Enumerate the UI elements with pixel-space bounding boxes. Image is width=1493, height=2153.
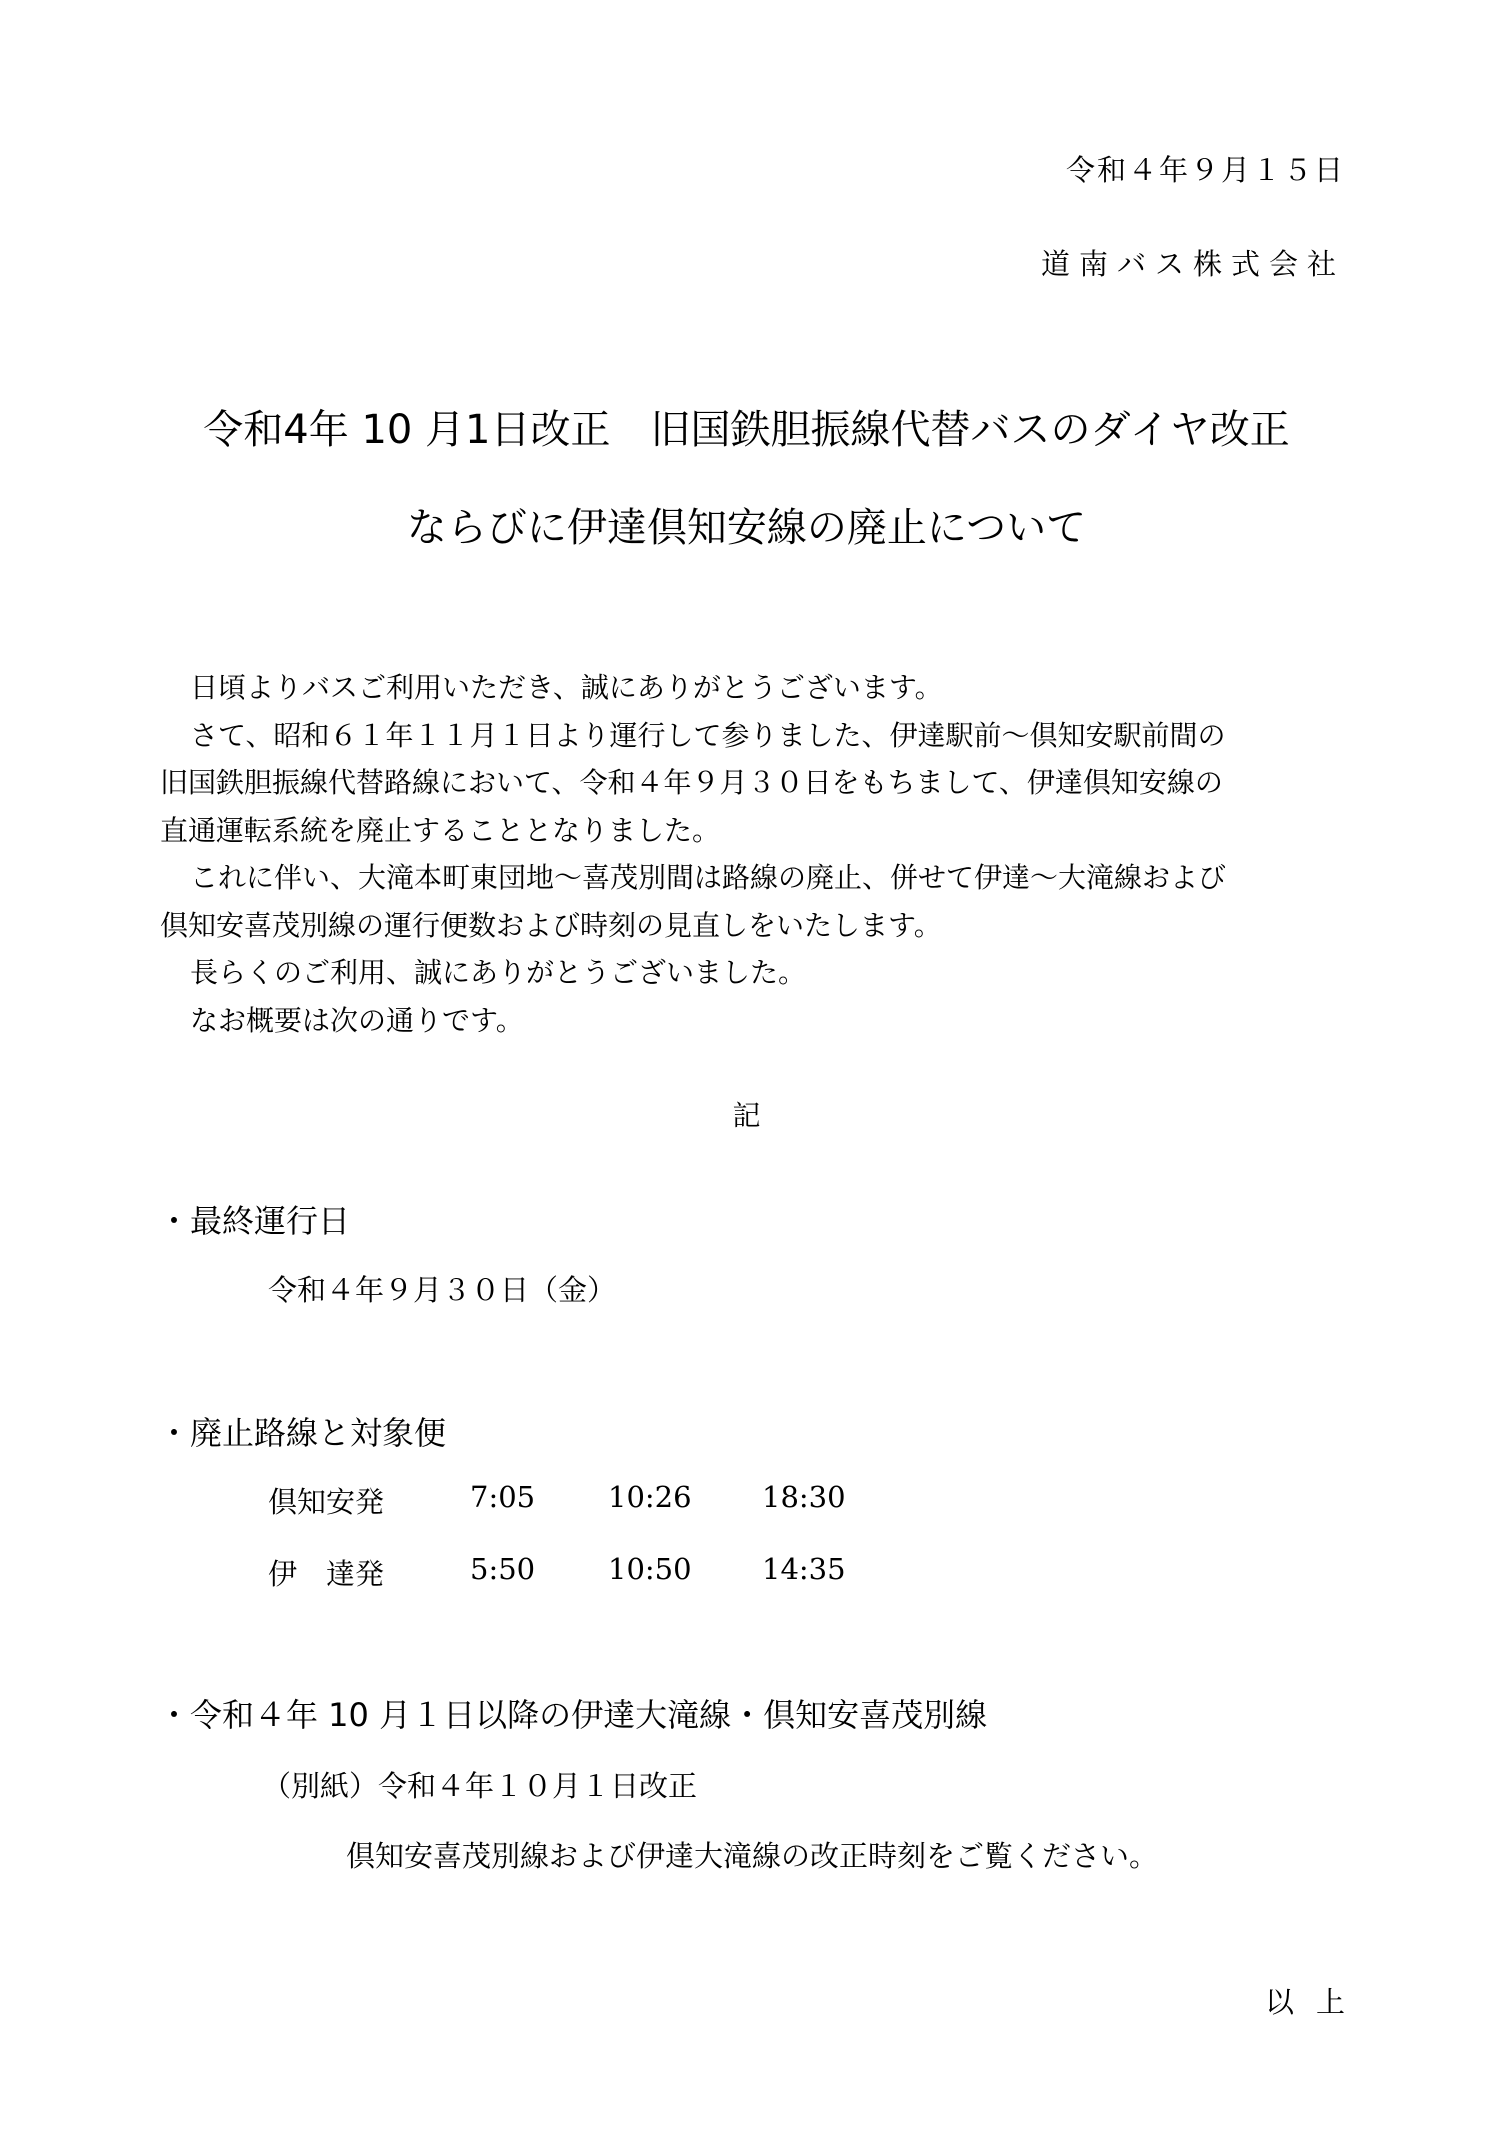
attachment-label: （別紙）令和４年１０月１日改正 xyxy=(262,1769,698,1803)
route-origin: 伊 達発 xyxy=(268,1557,385,1591)
attachment-note: 倶知安喜茂別線および伊達大滝線の改正時刻をご覧ください。 xyxy=(346,1839,1159,1873)
departure-time: 10:26 xyxy=(608,1480,692,1514)
body-paragraph: これに伴い、大滝本町東団地～喜茂別間は路線の廃止、併せて伊達～大滝線および xyxy=(190,861,1227,894)
departure-time: 14:35 xyxy=(762,1552,846,1586)
departure-time: 5:50 xyxy=(470,1552,536,1586)
body-paragraph: 旧国鉄胆振線代替路線において、令和４年９月３０日をもちまして、伊達倶知安線の xyxy=(160,766,1223,799)
departure-time: 18:30 xyxy=(762,1480,846,1514)
closing-mark: 以上 xyxy=(1264,1985,1367,2019)
page-subtitle: ならびに伊達倶知安線の廃止について xyxy=(406,505,1087,551)
departure-time: 7:05 xyxy=(470,1480,536,1514)
last-day-value: 令和４年９月３０日（金） xyxy=(268,1273,617,1307)
company-name: 道南バス株式会社 xyxy=(1040,247,1345,281)
departure-time: 10:50 xyxy=(608,1552,692,1586)
route-origin: 倶知安発 xyxy=(268,1485,385,1519)
page-title: 令和4年 10 月1日改正 旧国鉄胆振線代替バスのダイヤ改正 xyxy=(203,407,1290,453)
ki-mark: 記 xyxy=(732,1099,761,1132)
body-paragraph: さて、昭和６１年１１月１日より運行して参りました、伊達駅前～倶知安駅前間の xyxy=(190,718,1226,752)
section-heading-abolished: ・廃止路線と対象便 xyxy=(158,1414,447,1452)
body-paragraph: 長らくのご利用、誠にありがとうございました。 xyxy=(190,956,807,989)
notice-date: 令和４年９月１５日 xyxy=(1065,153,1345,187)
body-paragraph: 日頃よりバスご利用いただき、誠にありがとうございます。 xyxy=(190,671,943,704)
section-heading-after: ・令和４年 10 月１日以降の伊達大滝線・倶知安喜茂別線 xyxy=(158,1696,988,1734)
body-paragraph: 倶知安喜茂別線の運行便数および時刻の見直しをいたします。 xyxy=(160,908,942,942)
notice-body xyxy=(160,664,1350,1044)
body-paragraph: 直通運転系統を廃止することとなりました。 xyxy=(160,813,721,847)
body-paragraph: なお概要は次の通りです。 xyxy=(190,1003,524,1037)
section-heading-last-day: ・最終運行日 xyxy=(158,1202,351,1240)
